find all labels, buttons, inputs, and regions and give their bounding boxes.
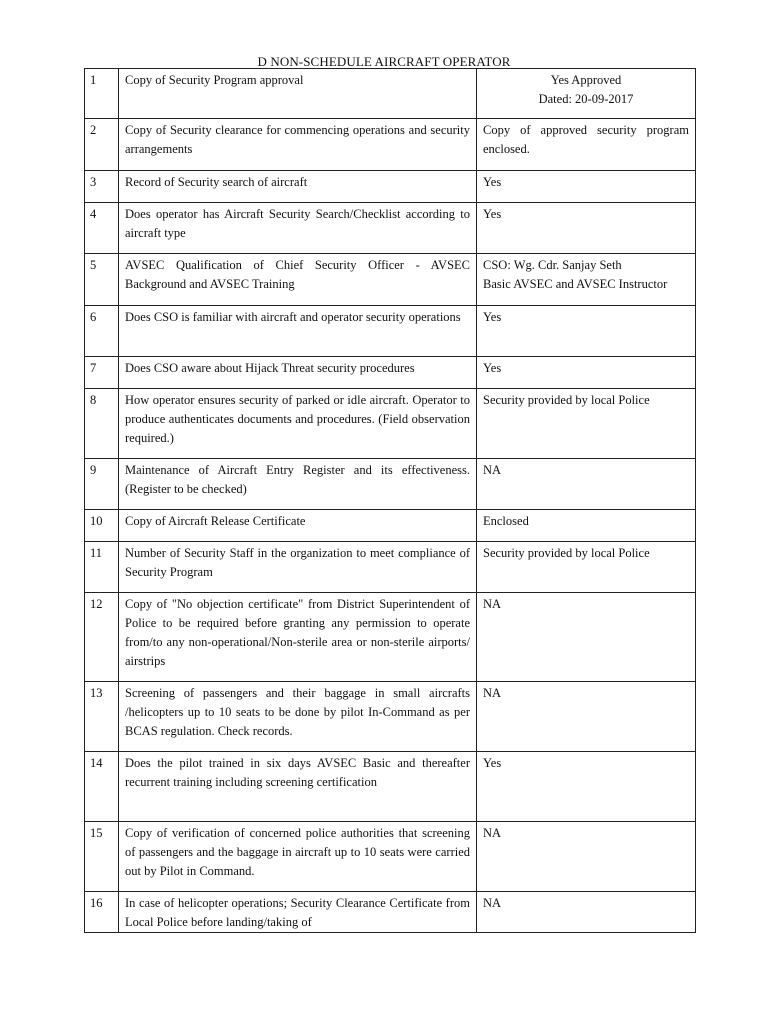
answer-line: NA [483, 686, 502, 700]
row-answer [477, 389, 696, 459]
table-row [85, 203, 696, 254]
row-question: Copy of verification of concerned police authorities that screening of passengers and the baggage in aircraft up to 10 seats were carried out by Pilot in Command. [119, 822, 477, 892]
row-question: Maintenance of Aircraft Entry Register and its effectiveness. (Register to be checked) [119, 459, 477, 510]
row-answer [477, 542, 696, 593]
answer-line: Yes [483, 207, 502, 221]
row-number: 4 [85, 203, 119, 254]
row-number: 5 [85, 254, 119, 306]
answer-line: Basic AVSEC and AVSEC Instructor [483, 277, 668, 291]
table-row [85, 593, 696, 682]
row-number: 2 [85, 119, 119, 171]
row-answer [477, 254, 696, 306]
table-row [85, 306, 696, 357]
table-row [85, 752, 696, 822]
row-number: 7 [85, 357, 119, 389]
answer-line: NA [483, 597, 502, 611]
row-question: Screening of passengers and their baggage in small aircrafts /helicopters up to 10 seats to be done by pilot In-Command as per BCAS regulation. Check records. [119, 682, 477, 752]
row-answer [477, 682, 696, 752]
answer-line: Security provided by local Police [483, 393, 650, 407]
answer-line: Dated: 20-09-2017 [538, 92, 634, 106]
row-answer [477, 69, 696, 119]
table-row [85, 69, 696, 119]
table-row [85, 542, 696, 593]
row-answer [477, 892, 696, 933]
row-number: 16 [85, 892, 119, 933]
table-row [85, 459, 696, 510]
row-number: 9 [85, 459, 119, 510]
row-question: AVSEC Qualification of Chief Security Officer - AVSEC Background and AVSEC Training [119, 254, 477, 306]
row-question: Record of Security search of aircraft [119, 171, 477, 203]
table-row [85, 510, 696, 542]
row-question: Copy of "No objection certificate" from District Superintendent of Police to be required before granting any permission to operate from/to any non-operational/Non-sterile area or non-sterile airports/ airstrips [119, 593, 477, 682]
answer-line: Yes [483, 756, 502, 770]
answer-line: NA [483, 463, 502, 477]
table-row [85, 892, 696, 933]
row-number: 10 [85, 510, 119, 542]
row-question: Copy of Security clearance for commencing operations and security arrangements [119, 119, 477, 171]
row-question: How operator ensures security of parked or idle aircraft. Operator to produce authenticates documents and procedures. (Field observation required.) [119, 389, 477, 459]
row-number: 13 [85, 682, 119, 752]
row-answer [477, 752, 696, 822]
answer-line: Copy of approved security program enclosed. [483, 123, 689, 156]
row-number: 11 [85, 542, 119, 593]
row-answer [477, 203, 696, 254]
row-number: 3 [85, 171, 119, 203]
table-row [85, 171, 696, 203]
row-question: Copy of Aircraft Release Certificate [119, 510, 477, 542]
answer-line: Yes [483, 175, 502, 189]
answer-line: Yes [483, 361, 502, 375]
row-answer [477, 510, 696, 542]
row-number: 6 [85, 306, 119, 357]
table-row [85, 254, 696, 306]
row-number: 14 [85, 752, 119, 822]
row-question: Copy of Security Program approval [119, 69, 477, 119]
checklist-rows [85, 69, 696, 933]
checklist-table [84, 68, 696, 933]
answer-line: Security provided by local Police [483, 546, 650, 560]
row-answer [477, 357, 696, 389]
row-question: In case of helicopter operations; Security Clearance Certificate from Local Police before landing/taking of [119, 892, 477, 933]
row-answer [477, 306, 696, 357]
answer-line: CSO: Wg. Cdr. Sanjay Seth [483, 258, 622, 272]
row-number: 12 [85, 593, 119, 682]
answer-line: Yes Approved [550, 73, 622, 87]
document-title: D NON-SCHEDULE AIRCRAFT OPERATOR [257, 54, 511, 69]
row-question: Does CSO aware about Hijack Threat security procedures [119, 357, 477, 389]
row-question: Number of Security Staff in the organization to meet compliance of Security Program [119, 542, 477, 593]
answer-line: Enclosed [483, 514, 529, 528]
row-answer [477, 171, 696, 203]
row-question: Does the pilot trained in six days AVSEC Basic and thereafter recurrent training including screening certification [119, 752, 477, 822]
row-answer [477, 593, 696, 682]
row-answer [477, 822, 696, 892]
row-number: 15 [85, 822, 119, 892]
table-row [85, 357, 696, 389]
row-number: 8 [85, 389, 119, 459]
row-number: 1 [85, 69, 119, 119]
row-question: Does operator has Aircraft Security Search/Checklist according to aircraft type [119, 203, 477, 254]
table-row [85, 389, 696, 459]
table-row [85, 119, 696, 171]
row-answer [477, 119, 696, 171]
table-row [85, 822, 696, 892]
answer-line: NA [483, 896, 502, 910]
table-row [85, 682, 696, 752]
answer-line: NA [483, 826, 502, 840]
row-question: Does CSO is familiar with aircraft and operator security operations [119, 306, 477, 357]
row-answer [477, 459, 696, 510]
answer-line: Yes [483, 310, 502, 324]
